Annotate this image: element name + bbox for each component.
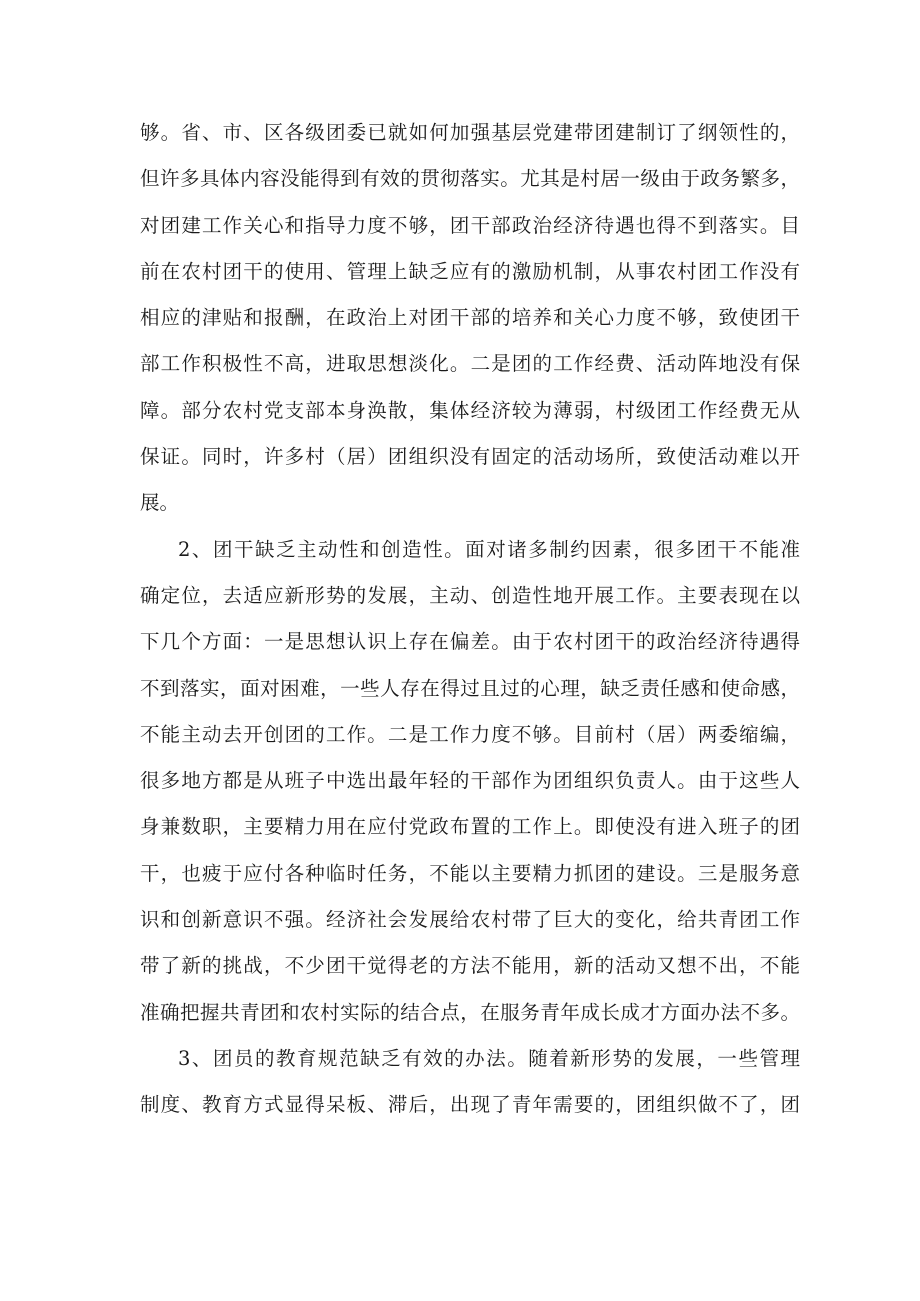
text-line: 干，也疲于应付各种临时任务，不能以主要精力抓团的建设。三是服务意 bbox=[140, 861, 800, 885]
text-line: 不到落实，面对困难，一些人存在得过且过的心理，缺乏责任感和使命感， bbox=[140, 676, 800, 700]
text-line: 但许多具体内容没能得到有效的贯彻落实。尤其是村居一级由于政务繁多， bbox=[140, 167, 800, 191]
text-line: 对团建工作关心和指导力度不够，团干部政治经济待遇也得不到落实。目 bbox=[140, 213, 800, 237]
text-line: 展。 bbox=[140, 491, 180, 515]
text-line: 障。部分农村党支部本身涣散，集体经济较为薄弱，村级团工作经费无从 bbox=[140, 398, 800, 422]
text-line: 下几个方面：一是思想认识上存在偏差。由于农村团干的政治经济待遇得 bbox=[140, 630, 800, 654]
text-line: 很多地方都是从班子中选出最年轻的干部作为团组织负责人。由于这些人 bbox=[140, 769, 800, 793]
text-line: 制度、教育方式显得呆板、滞后，出现了青年需要的，团组织做不了，团 bbox=[140, 1093, 800, 1117]
text-line: 前在农村团干的使用、管理上缺乏应有的激励机制，从事农村团工作没有 bbox=[140, 259, 800, 283]
text-line: 够。省、市、区各级团委已就如何加强基层党建带团建制订了纲领性的， bbox=[140, 121, 800, 144]
text-line: 识和创新意识不强。经济社会发展给农村带了巨大的变化，给共青团工作 bbox=[140, 908, 800, 932]
text-line: 准确把握共青团和农村实际的结合点，在服务青年成长成才方面办法不多。 bbox=[140, 1000, 800, 1024]
body-text bbox=[140, 110, 800, 1129]
text-line: 部工作积极性不高，进取思想淡化。二是团的工作经费、活动阵地没有保 bbox=[140, 352, 800, 376]
text-line: 相应的津贴和报酬，在政治上对团干部的培养和关心力度不够，致使团干 bbox=[140, 306, 800, 330]
text-line: 身兼数职，主要精力用在应付党政布置的工作上。即使没有进入班子的团 bbox=[140, 815, 800, 839]
text-line: 带了新的挑战，不少团干觉得老的方法不能用，新的活动又想不出，不能 bbox=[140, 954, 800, 978]
text-line: 确定位，去适应新形势的发展，主动、创造性地开展工作。主要表现在以 bbox=[140, 583, 800, 607]
paragraph-first-line: 3、团员的教育规范缺乏有效的办法。随着新形势的发展，一些管理 bbox=[178, 1046, 800, 1070]
text-line: 保证。同时，许多村（居）团组织没有固定的活动场所，致使活动难以开 bbox=[140, 445, 800, 469]
text-line: 不能主动去开创团的工作。二是工作力度不够。目前村（居）两委缩编， bbox=[140, 722, 800, 746]
paragraph-first-line: 2、团干缺乏主动性和创造性。面对诸多制约因素，很多团干不能准 bbox=[178, 537, 800, 561]
